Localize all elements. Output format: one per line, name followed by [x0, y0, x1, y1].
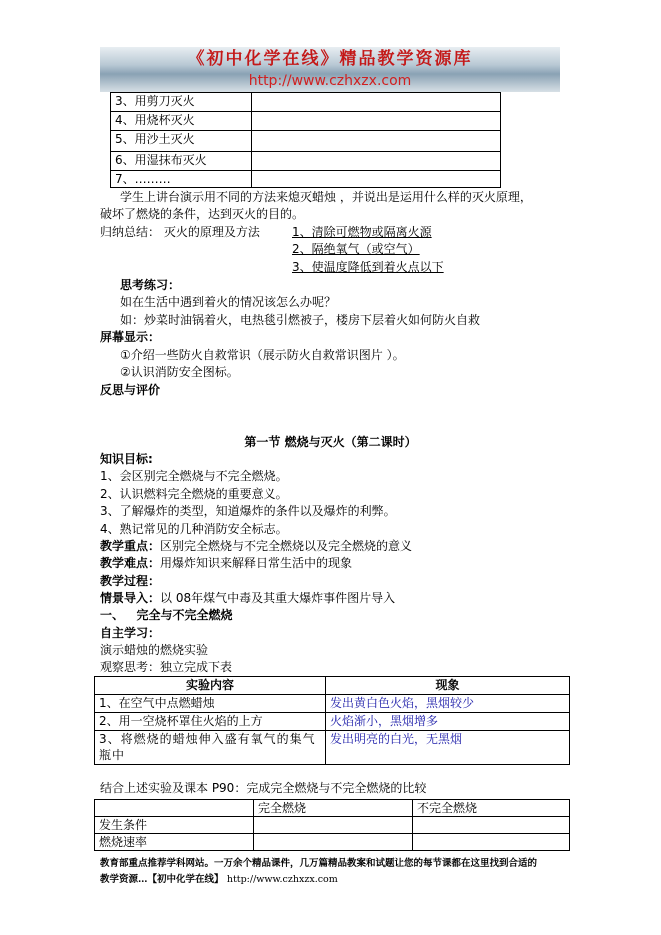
table-row: 7、………: [111, 171, 252, 188]
table-row: 5、用沙土灭火: [111, 131, 252, 152]
cell: 3、将燃烧的蜡烛伸入盛有氧气的集气瓶中: [95, 731, 326, 765]
heading: 一、 完全与不完全燃烧: [100, 608, 233, 622]
table-row: [95, 695, 570, 713]
footer-link[interactable]: http://www.czhxzx.com: [226, 874, 338, 885]
list-item: ①介绍一些防火自救常识（展示防火自救常识图片 ）。: [120, 348, 405, 362]
cell: 2、用一空烧杯罩住火焰的上方: [95, 713, 326, 731]
paragraph: 结合上述实验及课本 P90：完成完全燃烧与不完全燃烧的比较: [100, 781, 427, 795]
column-header: [95, 800, 254, 817]
table-row: [95, 731, 570, 765]
footer-source: 教学资源…【初中化学在线】: [100, 874, 224, 885]
table-row: 3、用剪刀灭火: [111, 93, 252, 112]
table-row: [95, 713, 570, 731]
table-row: [95, 817, 570, 834]
cell: 发出黄白色火焰，黑烟较少: [326, 695, 570, 713]
table-row: 4、用烧杯灭火: [111, 112, 252, 131]
key-point: [100, 538, 412, 554]
column-header: 完全燃烧: [254, 800, 413, 817]
table-row: [95, 834, 570, 851]
text: 以 08年煤气中毒及其重大爆炸事件图片导入: [160, 591, 396, 605]
heading: 屏幕显示：: [100, 330, 161, 344]
heading: 知识目标:: [100, 452, 153, 466]
column-header: 实验内容: [95, 677, 326, 695]
paragraph: 如在生活中遇到着火的情况该怎么办呢？: [120, 295, 337, 309]
label: 教学重点：: [100, 539, 161, 553]
extinguish-table: [110, 92, 501, 188]
heading: 教学过程：: [100, 574, 161, 588]
difficult-point: [100, 555, 352, 571]
list-item: 2、认识燃料完全燃烧的重要意义。: [100, 487, 288, 501]
site-banner: [100, 47, 560, 92]
section-title: 第一节 燃烧与灭火（第二课时）: [244, 435, 417, 449]
text: 区别完全燃烧与不完全燃烧以及完全燃烧的意义: [160, 539, 413, 553]
label: 教学难点：: [100, 556, 161, 570]
summary-item: 3、使温度降低到着火点以下: [292, 260, 444, 274]
table-row: 6、用湿抹布灭火: [111, 152, 252, 171]
paragraph: 演示蜡烛的燃烧实验: [100, 643, 209, 657]
cell: 1、在空气中点燃蜡烛: [95, 695, 326, 713]
cell: 火焰渐小，黑烟增多: [326, 713, 570, 731]
banner-url: http://www.czhxzx.com: [248, 73, 412, 89]
row-header: 燃烧速率: [95, 834, 254, 851]
heading: 思考练习：: [120, 278, 181, 292]
paragraph: 学生上讲台演示用不同的方法来熄灭蜡烛 ，并说出是运用什么样的灭火原理，: [120, 190, 532, 204]
list-item: ②认识消防安全图标。: [120, 365, 239, 379]
summary-item: 2、隔绝氧气（或空气）: [292, 242, 420, 256]
footer-text: [100, 873, 338, 887]
summary-label: 归纳总结： 灭火的原理及方法: [100, 225, 260, 239]
heading: 反思与评价: [100, 383, 161, 397]
comparison-table: [94, 799, 570, 851]
list-item: 3、了解爆炸的类型，知道爆炸的条件以及爆炸的利弊。: [100, 504, 396, 518]
row-header: 发生条件: [95, 817, 254, 834]
intro: [100, 590, 395, 606]
paragraph: 如：炒菜时油锅着火，电热毯引燃被子，楼房下层着火如何防火自救: [120, 313, 481, 327]
label: 情景导入：: [100, 591, 161, 605]
footer-text: 教育部重点推荐学科网站。一万余个精品课件，几万篇精品教案和试题让您的每节课都在这里找到合适的: [100, 858, 538, 869]
text: 用爆炸知识来解释日常生活中的现象: [160, 556, 353, 570]
heading: 自主学习：: [100, 626, 161, 640]
column-header: 不完全燃烧: [413, 800, 570, 817]
paragraph: 观察思考：独立完成下表: [100, 660, 233, 674]
list-item: 1、会区别完全燃烧与不完全燃烧。: [100, 469, 288, 483]
paragraph: 破坏了燃烧的条件，达到灭火的目的。: [100, 207, 305, 221]
summary-item: 1、清除可燃物或隔离火源: [292, 225, 432, 239]
column-header: 现象: [326, 677, 570, 695]
cell: 发出明亮的白光，无黑烟: [326, 731, 570, 765]
banner-title: 《初中化学在线》精品教学资源库: [187, 49, 473, 69]
experiment-table: [94, 676, 570, 765]
list-item: 4、熟记常见的几种消防安全标志。: [100, 522, 288, 536]
